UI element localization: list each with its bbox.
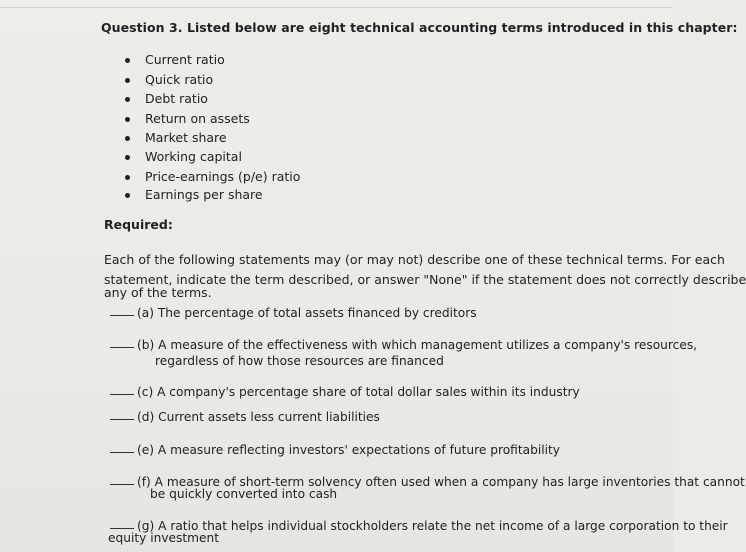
bullet-icon <box>125 193 130 198</box>
statement-a <box>110 306 477 320</box>
statement-g-continuation: equity investment <box>108 531 220 545</box>
bullet-icon <box>125 136 130 141</box>
statement-b <box>110 338 697 352</box>
answer-blank[interactable] <box>110 386 134 395</box>
bullet-icon <box>125 175 130 180</box>
bullet-icon <box>125 78 130 83</box>
statement-f-continuation: be quickly converted into cash <box>150 487 338 501</box>
statement-text: (e) A measure reflecting investors' expectations of future profitability <box>137 443 560 457</box>
statement-e <box>110 443 560 457</box>
term-label: Return on assets <box>145 111 250 126</box>
term-label: Earnings per share <box>145 187 263 202</box>
term-label: Quick ratio <box>145 72 214 87</box>
answer-blank[interactable] <box>110 444 134 453</box>
required-heading: Required: <box>104 217 173 232</box>
bullet-icon <box>125 58 130 63</box>
answer-blank[interactable] <box>110 411 134 420</box>
statement-d <box>110 410 380 424</box>
statement-text: (g) A ratio that helps individual stockholders relate the net income of a large corporation to their <box>137 519 728 533</box>
answer-blank[interactable] <box>110 339 134 348</box>
bullet-icon <box>125 155 130 160</box>
bullet-icon <box>125 117 130 122</box>
statement-text: (f) A measure of short-term solvency often used when a company has large inventories that cannot <box>137 475 745 489</box>
term-label: Debt ratio <box>145 91 208 106</box>
instructions-line: statement, indicate the term described, or answer "None" if the statement does not correctly describe <box>104 272 746 287</box>
instructions-line: Each of the following statements may (or may not) describe one of these technical terms. For each <box>104 252 725 267</box>
statement-text: (a) The percentage of total assets financed by creditors <box>137 306 477 320</box>
answer-blank[interactable] <box>110 520 134 529</box>
top-divider <box>0 7 673 8</box>
statement-text: (c) A company's percentage share of total dollar sales within its industry <box>137 385 580 399</box>
term-label: Current ratio <box>145 52 225 67</box>
term-label: Working capital <box>145 149 242 164</box>
bullet-icon <box>125 97 130 102</box>
instructions-line: any of the terms. <box>104 285 212 300</box>
term-label: Price-earnings (p/e) ratio <box>145 169 301 184</box>
answer-blank[interactable] <box>110 307 134 316</box>
statement-text: (d) Current assets less current liabilities <box>137 410 380 424</box>
question-title: Question 3. Listed below are eight technical accounting terms introduced in this chapter: <box>101 20 738 35</box>
statement-text: (b) A measure of the effectiveness with which management utilizes a company's resources, <box>137 338 698 352</box>
statement-c <box>110 385 580 399</box>
answer-blank[interactable] <box>110 476 134 485</box>
statement-b-continuation: regardless of how those resources are financed <box>155 354 444 368</box>
term-label: Market share <box>145 130 227 145</box>
